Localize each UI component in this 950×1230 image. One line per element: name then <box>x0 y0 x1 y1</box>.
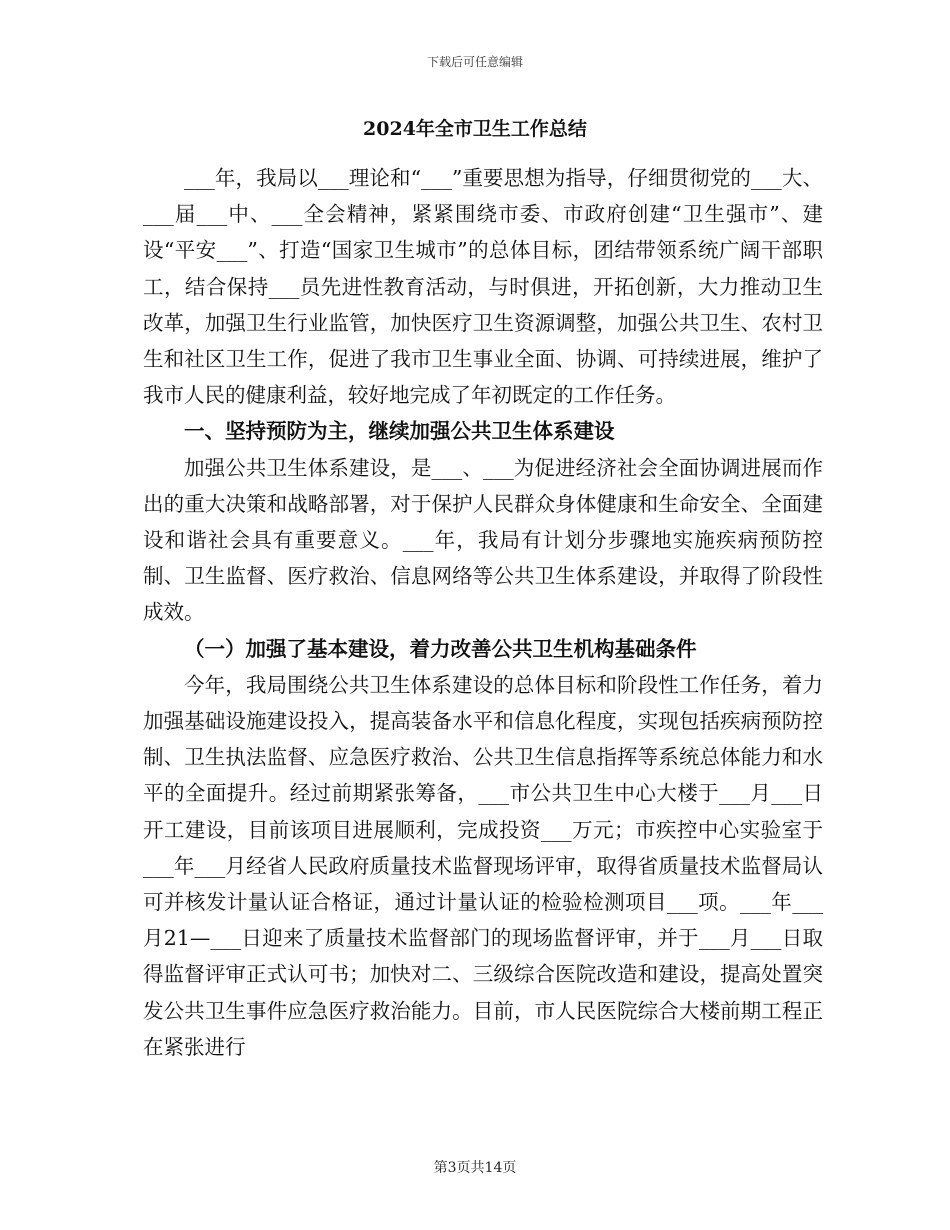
intro-paragraph: ___年，我局以___理论和“___”重要思想为指导，仔细贯彻党的___大、___届___中、___全会精神，紧紧围绕市委、市政府创建“卫生强市”、建设“平安___”、打造“国家卫生城市”的总体目标，团结带领系统广阔干部职工，结合保持___员先进性教育活动，与时俱进，开拓创新，大力推动卫生改革，加强卫生行业监管，加快医疗卫生资源调整，加强公共卫生、农村卫生和社区卫生工作，促进了我市卫生事业全面、协调、可持续进展，维护了我市人民的健康利益，较好地完成了年初既定的工作任务。 <box>143 166 823 408</box>
section-heading: 一、坚持预防为主，继续加强公共卫生体系建设 <box>184 419 615 444</box>
section-paragraph: 加强公共卫生体系建设，是___、___为促进经济社会全面协调进展而作出的重大决策和战略部署，对于保护人民群众身体健康和生命安全、全面建设和谐社会具有重要意义。___年，我局有计划分步骤地实施疾病预防控制、卫生监督、医疗救治、信息网络等公共卫生体系建设，并取得了阶段性成效。 <box>143 455 823 625</box>
subsection-paragraph: 今年，我局围绕公共卫生体系建设的总体目标和阶段性工作任务，着力加强基础设施建设投入，提高装备水平和信息化程度，实现包括疾病预防控制、卫生执法监督、应急医疗救治、公共卫生信息指挥等系统总体能力和水平的全面提升。经过前期紧张筹备，___市公共卫生中心大楼于___月___日开工建设，目前该项目进展顺利，完成投资___万元；市疾控中心实验室于___年___月经省人民政府质量技术监督现场评审，取得省质量技术监督局认可并核发计量认证合格证，通过计量认证的检验检测项目___项。___年___月21—___日迎来了质量技术监督部门的现场监督评审，并于___月___日取得监督评审正式认可书；加快对二、三级综合医院改造和建设，提高处置突发公共卫生事件应急医疗救治能力。目前，市人民医院综合大楼前期工程正在紧张进行 <box>143 672 823 1059</box>
header-note: 下载后可任意编辑 <box>426 55 523 69</box>
subsection-heading: （一）加强了基本建设，着力改善公共卫生机构基础条件 <box>184 636 697 661</box>
document-body <box>143 160 823 1065</box>
page-number: 第3页共14页 <box>433 1160 517 1176</box>
document-title: 2024年全市卫生工作总结 <box>363 118 587 140</box>
